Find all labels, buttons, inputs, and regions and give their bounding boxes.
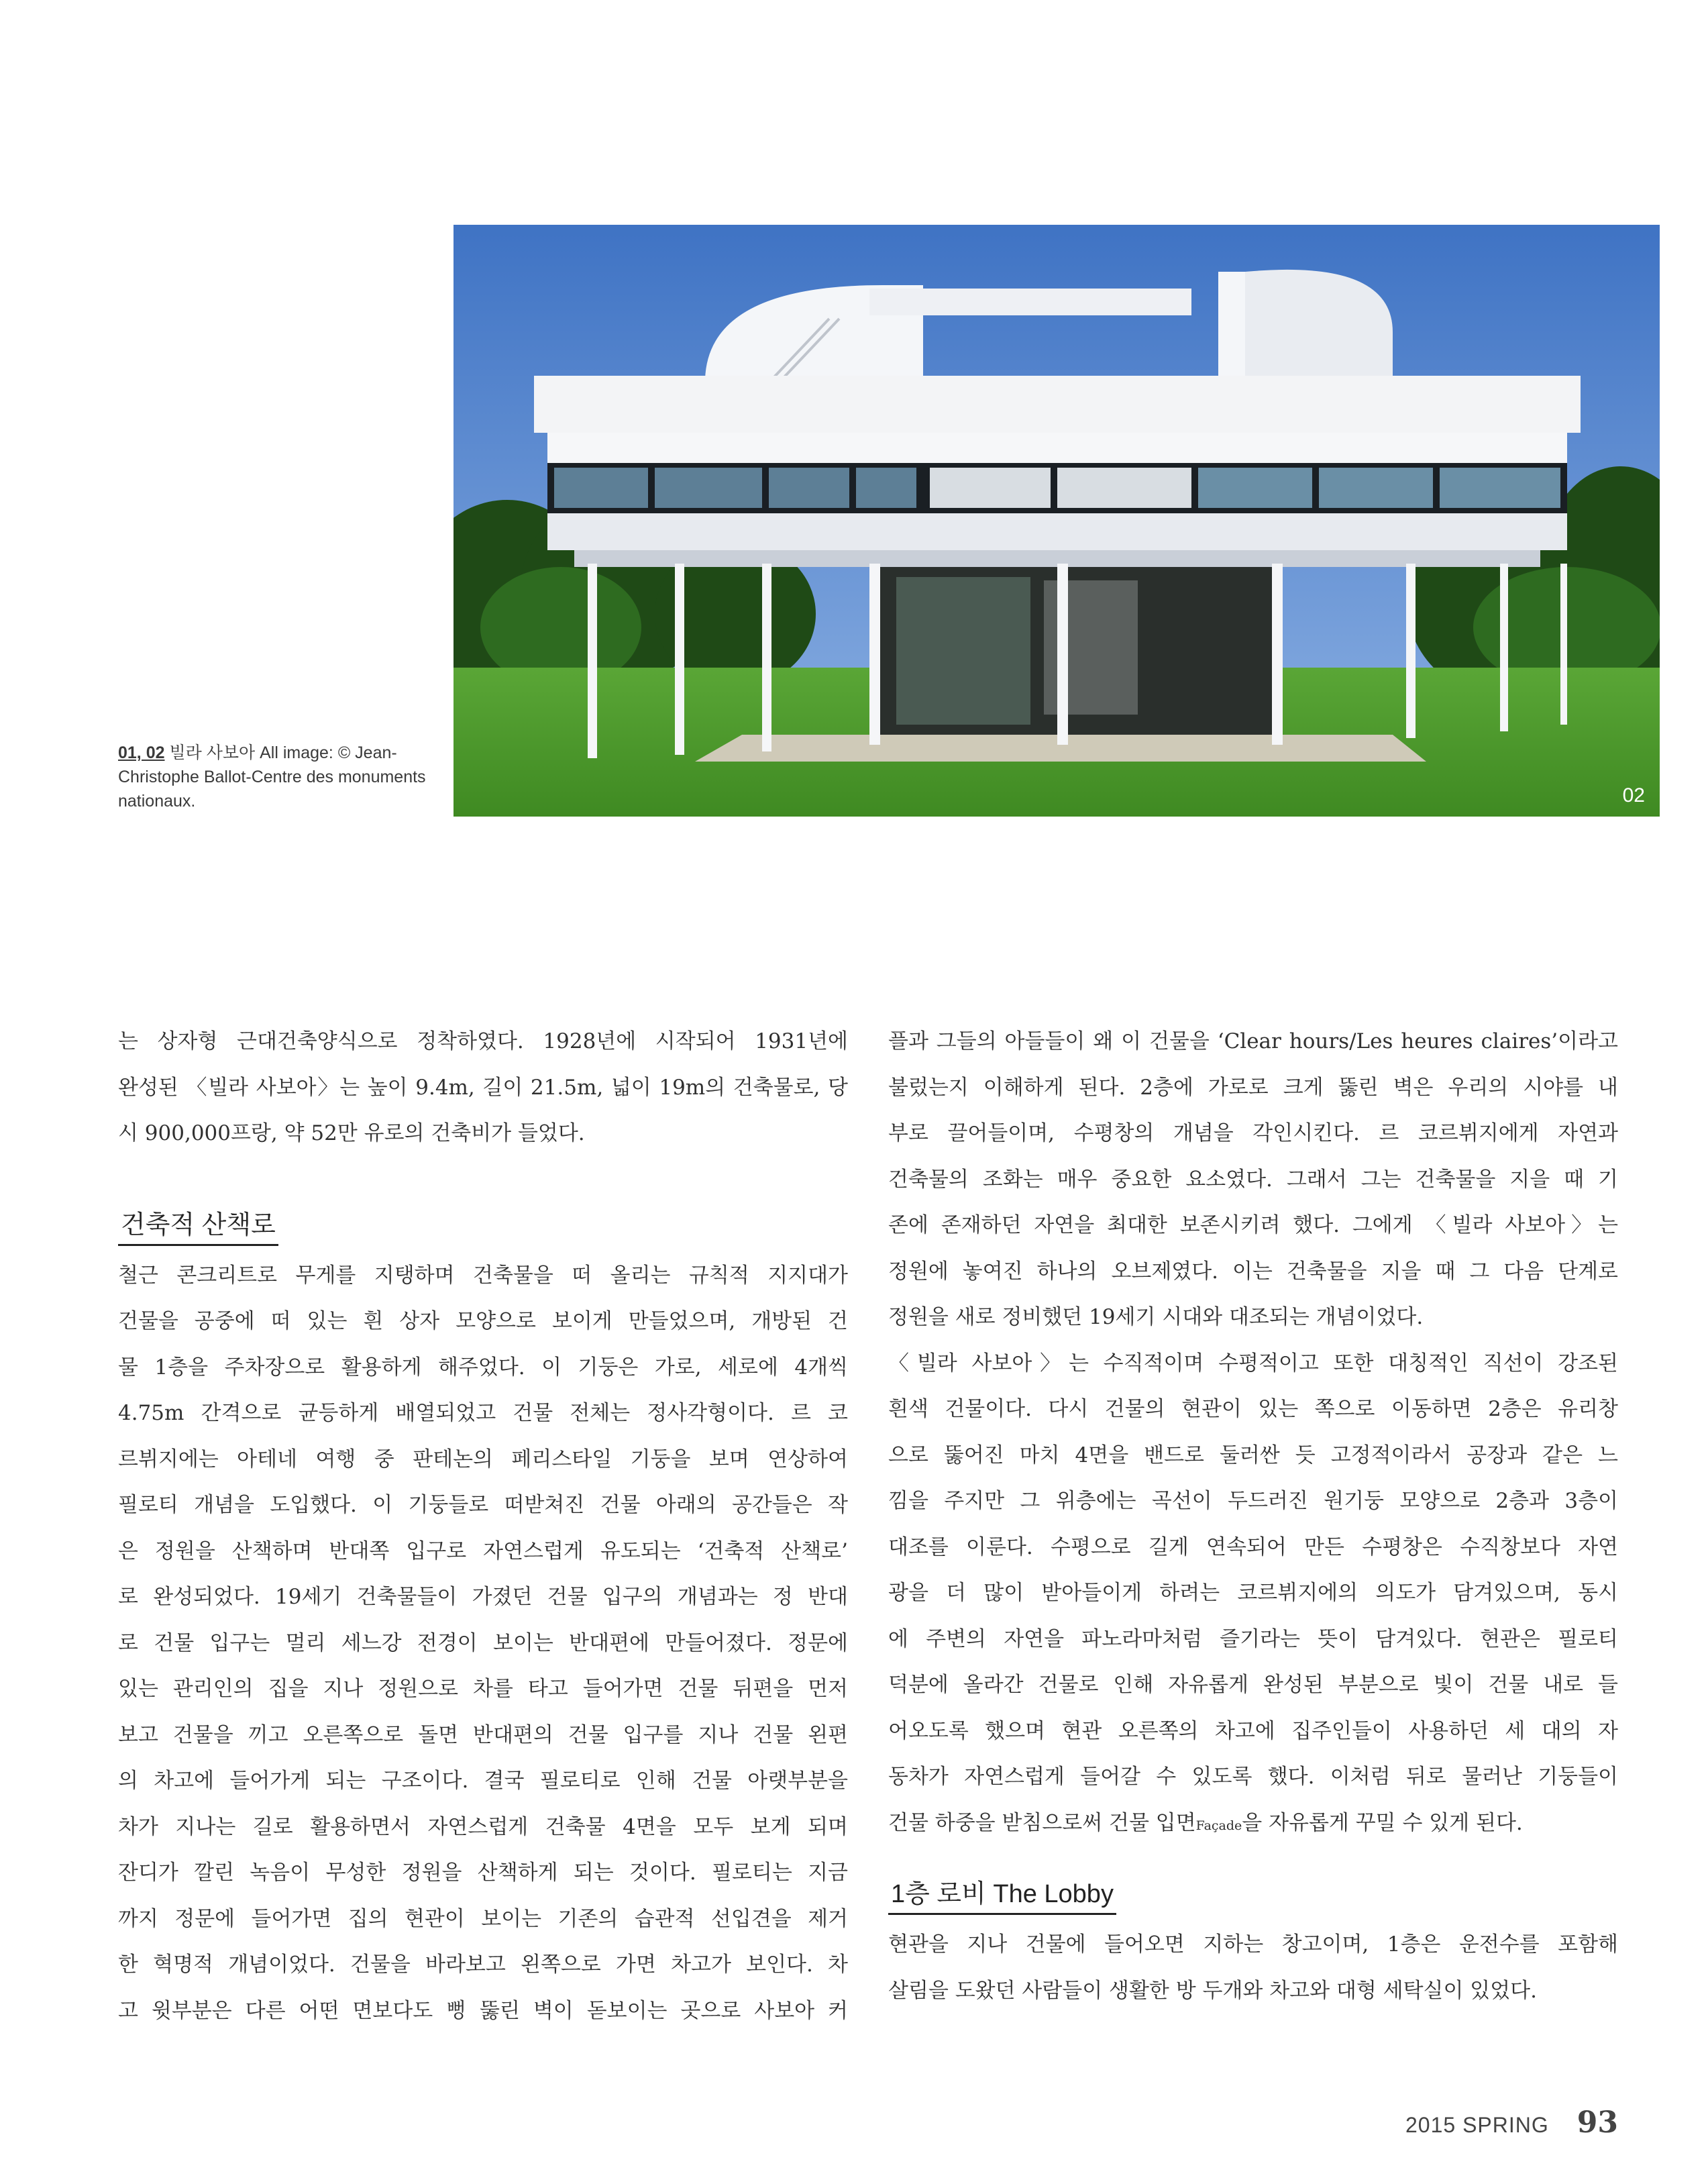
text-line: 잔디가 깔린 녹음이 무성한 정원을 산책하게 되는 것이다. 필로티는 지금 — [118, 1861, 848, 1885]
page-number: 93 — [1577, 2105, 1618, 2140]
text-line: 에 주변의 자연을 파노라마처럼 즐기라는 뜻이 담겨있다. 현관은 필로티 — [888, 1626, 1618, 1651]
text-line: 시 900,000프랑, 약 52만 유로의 건축비가 들었다. — [118, 1121, 585, 1145]
figure-caption — [118, 741, 433, 813]
text-line: 의 차고에 들어가게 되는 구조이다. 결국 필로티로 인해 건물 아랫부분을 — [118, 1769, 848, 1793]
text-line: 로 건물 입구는 멀리 세느강 전경이 보이는 반대편에 만들어졌다. 정문에 — [118, 1630, 848, 1655]
text-line: 부로 끌어들이며, 수평창의 개념을 각인시킨다. 르 코르뷔지에게 자연과 — [888, 1121, 1618, 1145]
text-line: 낌을 주지만 그 위층에는 곡선이 두드러진 원기둥 모양으로 2층과 3층이 — [888, 1489, 1618, 1513]
left-column — [118, 1019, 848, 2034]
text-line: 플과 그들의 아들들이 왜 이 건물을 ‘Clear hours/Les heures claires’이라고 — [888, 1029, 1618, 1053]
text-line: 어오도록 했으며 현관 오른쪽의 차고에 집주인들이 사용하던 세 대의 자 — [888, 1718, 1618, 1743]
text-line: 고 윗부분은 다른 어떤 면보다도 뻥 뚫린 벽이 돋보이는 곳으로 사보아 커 — [118, 1998, 848, 2023]
issue-label: 2015 SPRING — [1405, 2113, 1549, 2137]
text-line: 건축물의 조화는 매우 중요한 요소였다. 그래서 그는 건축물을 지을 때 기 — [888, 1167, 1618, 1192]
figure-number: 02 — [1622, 784, 1645, 807]
intro-paragraph — [118, 1019, 848, 1157]
text-line: 로 완성되었다. 19세기 건축물들이 가졌던 건물 입구의 개념과는 정 반대 — [118, 1585, 848, 1609]
text-fragment: 건물 하중을 받침으로써 건물 입면 — [888, 1810, 1196, 1835]
text-line: 으로 뚫어진 마치 4면을 밴드로 둘러싼 듯 고정적이라서 공장과 같은 느 — [888, 1443, 1618, 1467]
text-line — [888, 1800, 1618, 1849]
text-line: 4.75m 간격으로 균등하게 배열되었고 건물 전체는 정사각형이다. 르 코 — [118, 1401, 848, 1425]
text-line: 정원에 놓여진 하나의 오브제였다. 이는 건축물을 지을 때 그 다음 단계로 — [888, 1259, 1618, 1284]
text-line: 물 1층을 주차장으로 활용하게 해주었다. 이 기둥은 가로, 세로에 4개씩 — [118, 1355, 848, 1380]
section-heading-lobby: 1층 로비 The Lobby — [888, 1877, 1116, 1915]
text-line: 동차가 자연스럽게 들어갈 수 있도록 했다. 이처럼 뒤로 물러난 기둥들이 — [888, 1765, 1618, 1789]
text-line: 현관을 지나 건물에 들어오면 지하는 창고이며, 1층은 운전수를 포함해 — [888, 1932, 1618, 1957]
caption-text: 빌라 사보아 All image: © Jean-Christophe Ballot-Centre des monuments nationaux. — [118, 743, 426, 811]
text-line: 덕분에 올라간 건물로 인해 자유롭게 완성된 부분으로 빛이 건물 내로 들 — [888, 1673, 1618, 1697]
villa-savoye-photo — [453, 225, 1660, 817]
text-line: 은 정원을 산책하며 반대쪽 입구로 자연스럽게 유도되는 ‘건축적 산책로’ — [118, 1539, 848, 1563]
text-line: 르뷔지에는 아테네 여행 중 판테논의 페리스타일 기둥을 보며 연상하여 — [118, 1447, 848, 1471]
right-column — [888, 1019, 1618, 2014]
text-line: 필로티 개념을 도입했다. 이 기둥들로 떠받쳐진 건물 아래의 공간들은 작 — [118, 1493, 848, 1517]
clear-hours-paragraph — [888, 1019, 1618, 1341]
text-line: 〈빌라 사보아〉는 수직적이며 수평적이고 또한 대칭적인 직선이 강조된 — [888, 1351, 1618, 1375]
text-line: 한 혁명적 개념이었다. 건물을 바라보고 왼쪽으로 가면 차고가 보인다. 차 — [118, 1953, 848, 1977]
caption-figure-ids: 01, 02 — [118, 743, 165, 762]
lobby-paragraph — [888, 1922, 1618, 2014]
text-line: 대조를 이룬다. 수평으로 길게 연속되어 만든 수평창은 수직창보다 자연 — [888, 1535, 1618, 1559]
text-line: 건물을 공중에 떠 있는 흰 상자 모양으로 보이게 만들었으며, 개방된 건 — [118, 1309, 848, 1333]
text-line: 흰색 건물이다. 다시 건물의 현관이 있는 쪽으로 이동하면 2층은 유리창 — [888, 1397, 1618, 1421]
text-fragment: 을 자유롭게 꾸밀 수 있게 된다. — [1242, 1810, 1523, 1835]
text-line: 는 상자형 근대건축양식으로 정착하였다. 1928년에 시작되어 1931년에 — [118, 1029, 848, 1053]
text-line: 정원을 새로 정비했던 19세기 시대와 대조되는 개념이었다. — [888, 1305, 1424, 1329]
text-line: 살림을 도왔던 사람들이 생활한 방 두개와 차고와 대형 세탁실이 있었다. — [888, 1978, 1537, 2003]
text-line: 까지 정문에 들어가면 집의 현관이 보이는 기존의 습관적 선입견을 제거 — [118, 1906, 848, 1931]
text-line: 불렀는지 이해하게 된다. 2층에 가로로 크게 뚫린 벽은 우리의 시야를 내 — [888, 1075, 1618, 1100]
text-line: 있는 관리인의 집을 지나 정원으로 차를 타고 들어가면 건물 뒤편을 먼저 — [118, 1677, 848, 1701]
text-line: 차가 지나는 길로 활용하면서 자연스럽게 건축물 4면을 모두 보게 되며 — [118, 1814, 848, 1839]
villa-savoye-illustration — [453, 225, 1660, 817]
text-line: 보고 건물을 끼고 오른쪽으로 돌면 반대편의 건물 입구를 지나 건물 왼편 — [118, 1722, 848, 1747]
text-line: 철근 콘크리트로 무게를 지탱하며 건축물을 떠 올리는 규칙적 지지대가 — [118, 1263, 848, 1288]
facade-term: Façade — [1195, 1818, 1242, 1833]
page-footer — [1405, 2105, 1618, 2140]
text-line: 존에 존재하던 자연을 최대한 보존시키려 했다. 그에게 〈빌라 사보아〉는 — [888, 1213, 1618, 1237]
text-line: 광을 더 많이 받아들이게 하려는 코르뷔지에의 의도가 담겨있으며, 동시 — [888, 1581, 1618, 1605]
text-line: 완성된 〈빌라 사보아〉는 높이 9.4m, 길이 21.5m, 넓이 19m의 건축물로, 당 — [118, 1075, 848, 1100]
white-building-paragraph — [888, 1341, 1618, 1849]
promenade-paragraph — [118, 1253, 848, 2034]
section-heading-promenade: 건축적 산책로 — [118, 1208, 278, 1246]
